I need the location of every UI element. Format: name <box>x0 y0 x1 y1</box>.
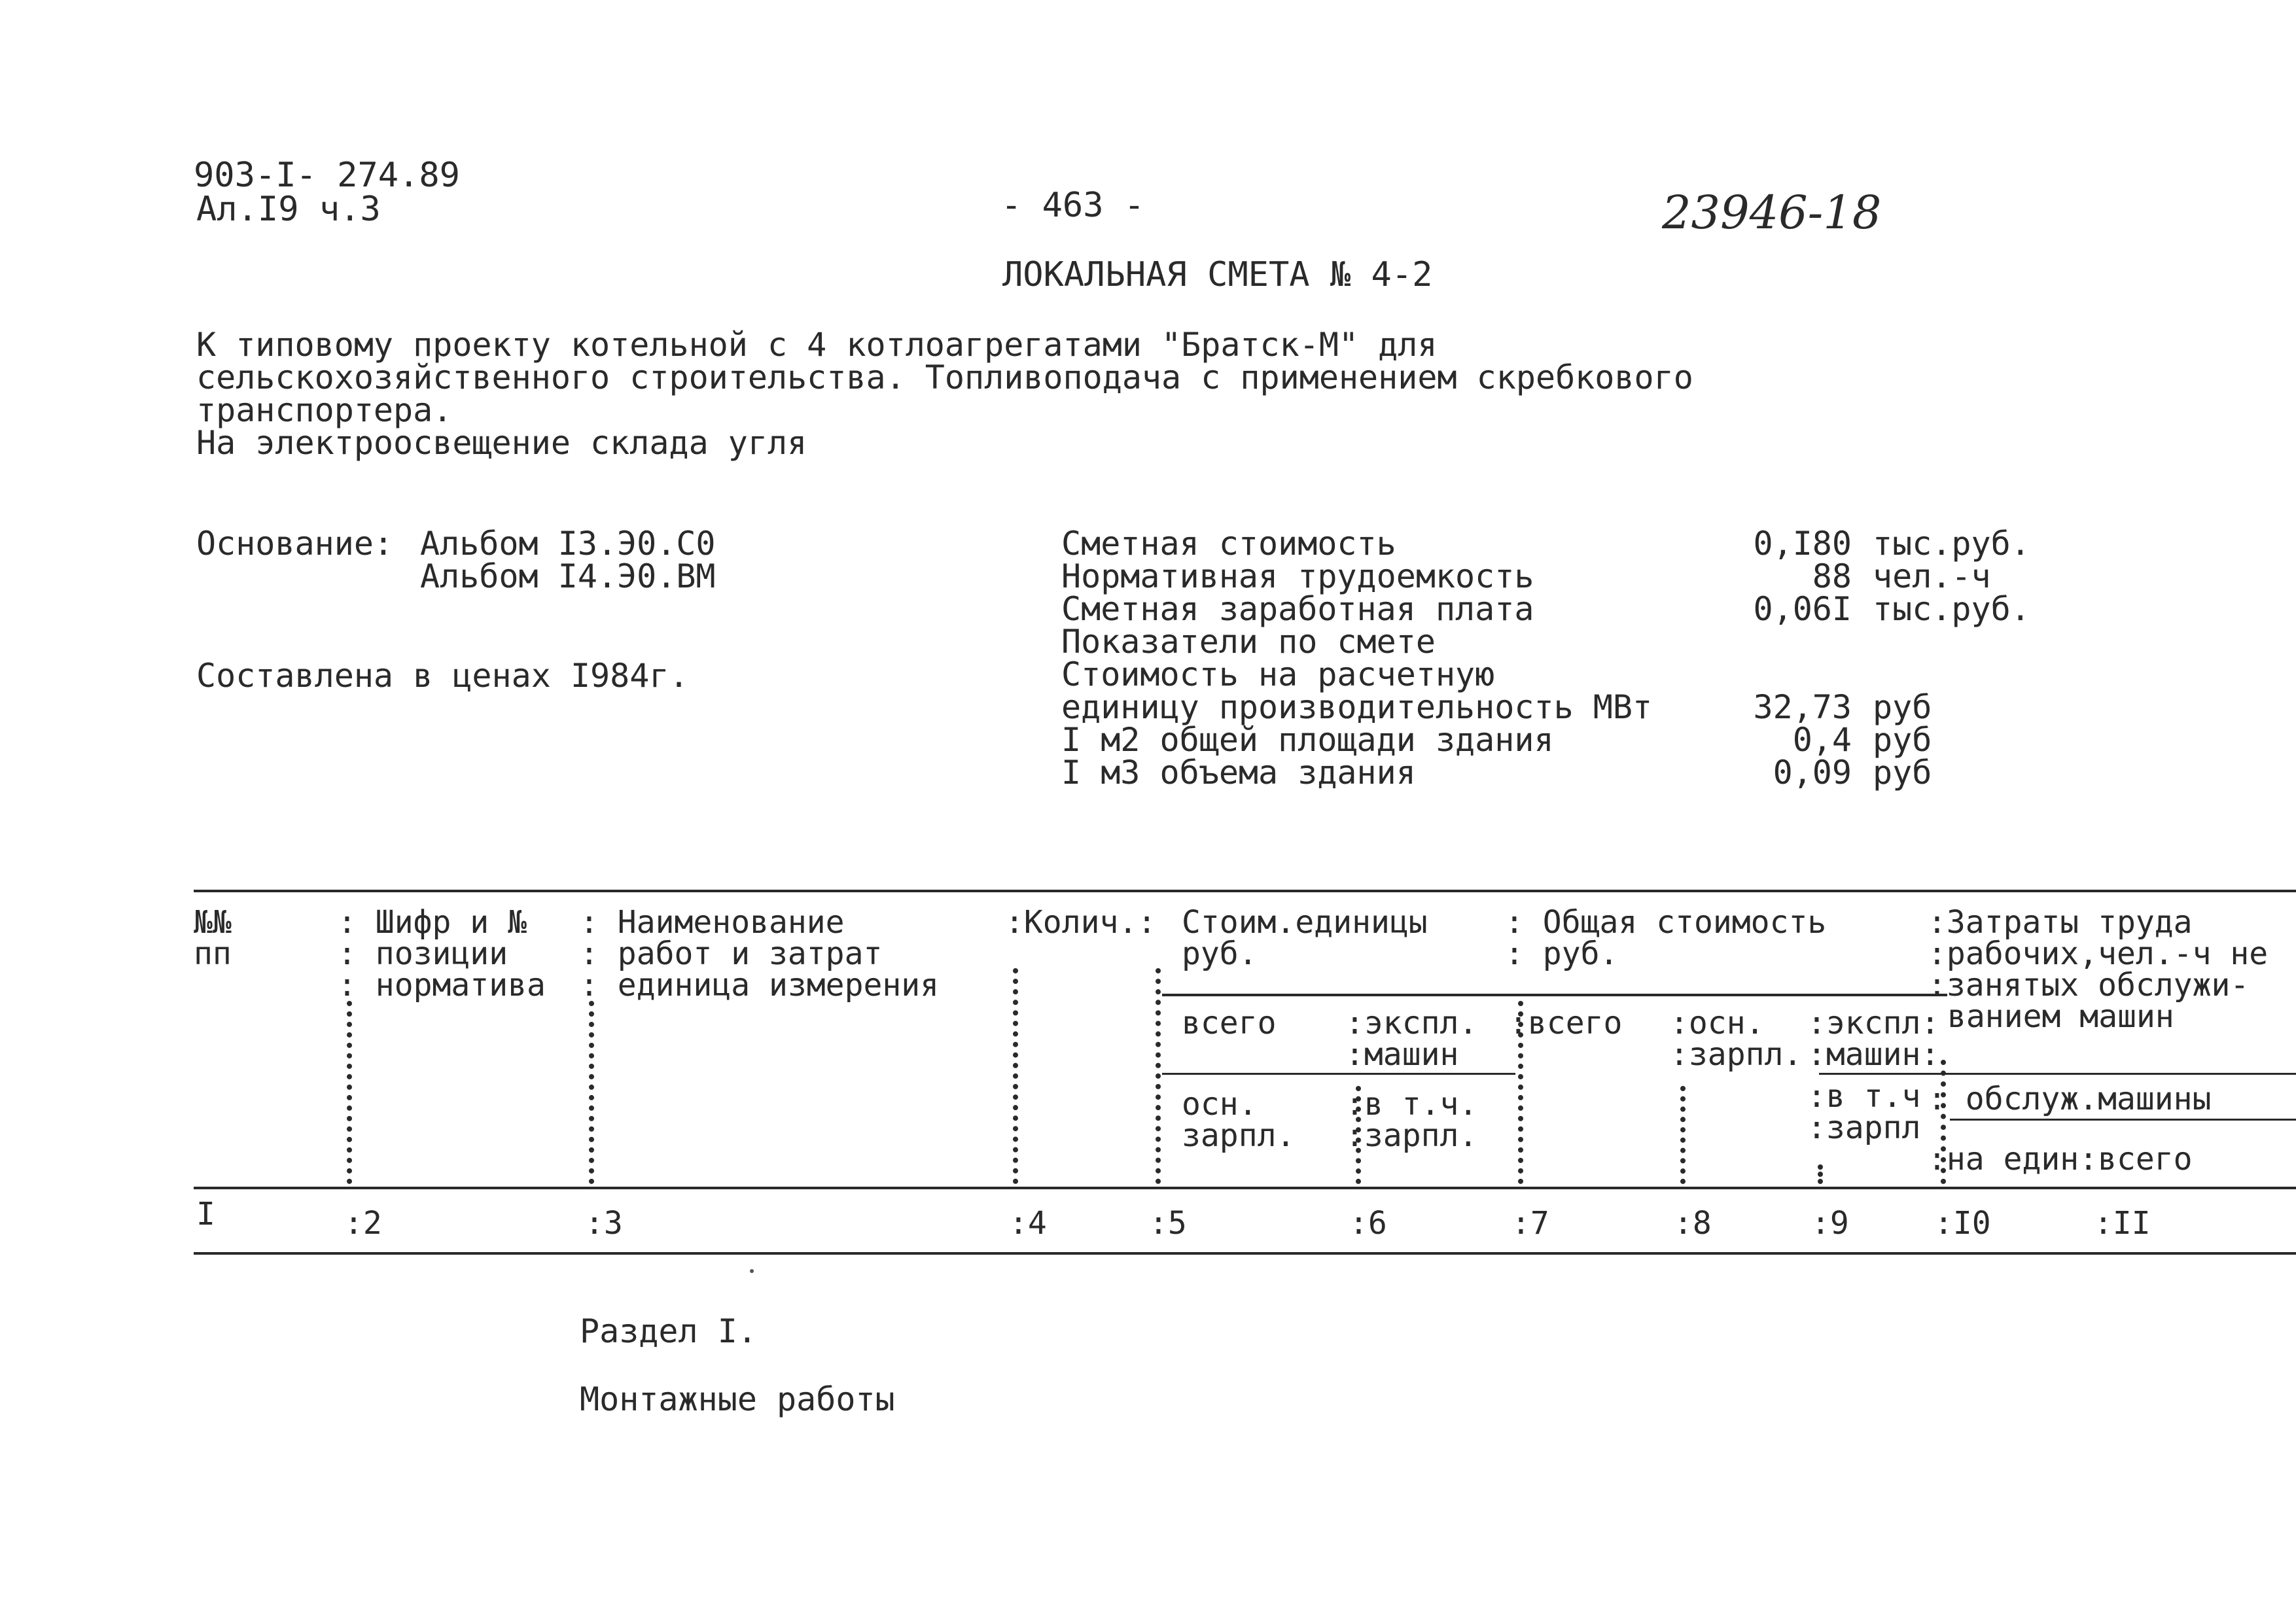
column-number: :3 <box>585 1205 623 1242</box>
header-text: : работ и затрат <box>580 935 883 972</box>
indicator-unit: руб <box>1873 754 1932 792</box>
description-line: транспортера. <box>196 391 453 429</box>
indicator-label: Показатели по смете <box>1061 623 1436 661</box>
header-cell-number <box>194 904 232 972</box>
header-text: №№ <box>194 904 232 941</box>
indicator-unit <box>1873 658 2030 691</box>
column-number: :2 <box>344 1205 382 1242</box>
header-text: :машин: <box>1807 1036 1940 1073</box>
indicator-values <box>1688 525 1852 792</box>
header-text: :зарпл. <box>1345 1117 1478 1154</box>
header-text: зарпл. <box>1182 1117 1296 1154</box>
column-number: I <box>196 1196 215 1232</box>
indicator-unit: руб <box>1873 721 1932 759</box>
header-text: : позиции <box>338 935 508 972</box>
indicator-value: 0,09 <box>1773 754 1852 792</box>
subheader-incl-salary <box>1345 1086 1478 1154</box>
document-code: 903-I- 274.89 <box>194 156 460 195</box>
header-text: :занятых обслужи- <box>1928 967 2250 1003</box>
indicator-unit: чел.-ч <box>1873 557 1991 595</box>
column-number: :9 <box>1811 1205 1849 1242</box>
header-text: :экспл. <box>1345 1005 1478 1041</box>
header-text: :машин <box>1345 1036 1459 1073</box>
section-name: Монтажные работы <box>580 1380 895 1418</box>
header-cell-total-cost <box>1505 904 1827 972</box>
header-text: пп <box>194 935 232 972</box>
indicator-label: Нормативная трудоемкость <box>1061 557 1534 595</box>
description-line: сельскохозяйственного строительства. Топливоподача с применением скребкового <box>196 358 1693 396</box>
indicator-label: I м3 объема здания <box>1061 754 1416 792</box>
prices-note: Составлена в ценах I984г. <box>196 657 689 695</box>
header-text: :в т.ч <box>1807 1078 1921 1115</box>
header-text: : единица измерения <box>580 967 940 1003</box>
column-number: :II <box>2094 1205 2151 1242</box>
subheader-machines <box>1345 1005 1478 1073</box>
indicator-value <box>1688 658 1852 691</box>
table-header-rule <box>194 1187 2296 1189</box>
indicator-label: единицу производительность МВт <box>1061 688 1653 726</box>
header-text: :осн. <box>1670 1005 1765 1041</box>
column-number: :7 <box>1511 1205 1549 1242</box>
indicator-value: 0,4 <box>1792 721 1852 759</box>
table-inner-rule <box>1950 1119 2296 1121</box>
indicator-unit: тыс.руб. <box>1873 590 2030 628</box>
indicator-unit: руб <box>1873 688 1932 726</box>
page-number: - 463 - <box>1001 186 1145 225</box>
header-text: :рабочих,чел.-ч не <box>1928 935 2269 972</box>
column-separator <box>1818 1164 1823 1184</box>
header-text: ванием машин <box>1947 998 2174 1035</box>
header-cell-labor <box>1928 904 2269 1035</box>
column-number: :4 <box>1009 1205 1047 1242</box>
subheader-machine-service: : обслуж.машины <box>1928 1081 2212 1117</box>
header-text: : руб. <box>1505 935 1619 972</box>
column-number: :8 <box>1674 1205 1712 1242</box>
description-line: На электроосвещение склада угля <box>196 424 807 462</box>
header-text: :Затраты труда <box>1928 904 2193 941</box>
indicator-label: I м2 общей площади здания <box>1061 721 1554 759</box>
header-text: :в т.ч. <box>1345 1086 1478 1123</box>
header-text: осн. <box>1182 1086 1258 1123</box>
table-numbers-rule <box>194 1252 2296 1255</box>
header-cell-name <box>580 904 940 1003</box>
description-line: К типовому проекту котельной с 4 котлоагрегатами "Братск-М" для <box>196 326 1438 364</box>
table-inner-rule <box>1819 1073 2296 1075</box>
column-number: :I0 <box>1934 1205 1991 1242</box>
column-number: :6 <box>1349 1205 1387 1242</box>
header-text: руб. <box>1182 935 1258 972</box>
header-cell-code <box>338 904 546 1003</box>
album-part: Ал.I9 ч.3 <box>196 190 381 229</box>
header-text: : норматива <box>338 967 546 1003</box>
basis-label: Основание: <box>196 525 394 563</box>
document-title: ЛОКАЛЬНАЯ СМЕТА № 4-2 <box>1002 255 1433 294</box>
table-top-rule <box>194 890 2296 892</box>
header-cell-unit-cost <box>1182 904 1428 972</box>
indicator-labels <box>1061 525 1653 792</box>
subheader-base-salary <box>1670 1005 1803 1073</box>
description-block <box>196 326 1693 462</box>
subheader-base-salary <box>1182 1086 1296 1154</box>
indicator-value: 88 <box>1812 557 1852 595</box>
column-number: :5 <box>1149 1205 1187 1242</box>
section-label: Раздел I. <box>580 1312 757 1350</box>
column-separator <box>1156 968 1161 1184</box>
header-text: :зарпл <box>1807 1109 1921 1146</box>
indicator-value: 32,73 <box>1753 688 1852 726</box>
header-text: : Общая стоимость <box>1505 904 1827 941</box>
subheader-total: всего <box>1182 1005 1277 1041</box>
indicator-unit <box>1873 625 2030 658</box>
table-inner-rule <box>1162 994 1947 996</box>
indicator-units <box>1873 525 2030 792</box>
column-separator <box>1680 1086 1686 1184</box>
header-text: : Шифр и № <box>338 904 527 941</box>
indicator-unit: тыс.руб. <box>1873 525 2030 563</box>
handwritten-code: 23946-18 <box>1662 186 1882 239</box>
table-inner-rule <box>1162 1073 1515 1075</box>
basis-album: Альбом I4.Э0.ВМ <box>420 557 716 595</box>
indicator-value: 0,I80 <box>1753 525 1852 563</box>
subheader-machines <box>1807 1005 1940 1073</box>
column-separator <box>347 1001 352 1184</box>
column-separator <box>589 1001 594 1184</box>
basis-album: Альбом I3.Э0.С0 <box>420 525 716 563</box>
column-separator <box>1013 968 1018 1184</box>
header-text: Стоим.единицы <box>1182 904 1428 941</box>
header-text: : Наименование <box>580 904 845 941</box>
subheader-total: :всего <box>1509 1005 1623 1041</box>
scan-speck <box>750 1269 754 1273</box>
indicator-value: 0,06I <box>1753 590 1852 628</box>
header-cell-quantity: :Колич.: <box>1005 904 1157 941</box>
subheader-per-unit-total: :на един:всего <box>1928 1141 2193 1178</box>
indicator-label: Сметная стоимость <box>1061 525 1396 563</box>
indicator-label: Сметная заработная плата <box>1061 590 1534 628</box>
header-text: :зарпл. <box>1670 1036 1803 1073</box>
header-text: :экспл: <box>1807 1005 1940 1041</box>
indicator-value <box>1688 625 1852 658</box>
subheader-incl-salary <box>1807 1078 1921 1146</box>
indicator-label: Стоимость на расчетную <box>1061 655 1495 693</box>
